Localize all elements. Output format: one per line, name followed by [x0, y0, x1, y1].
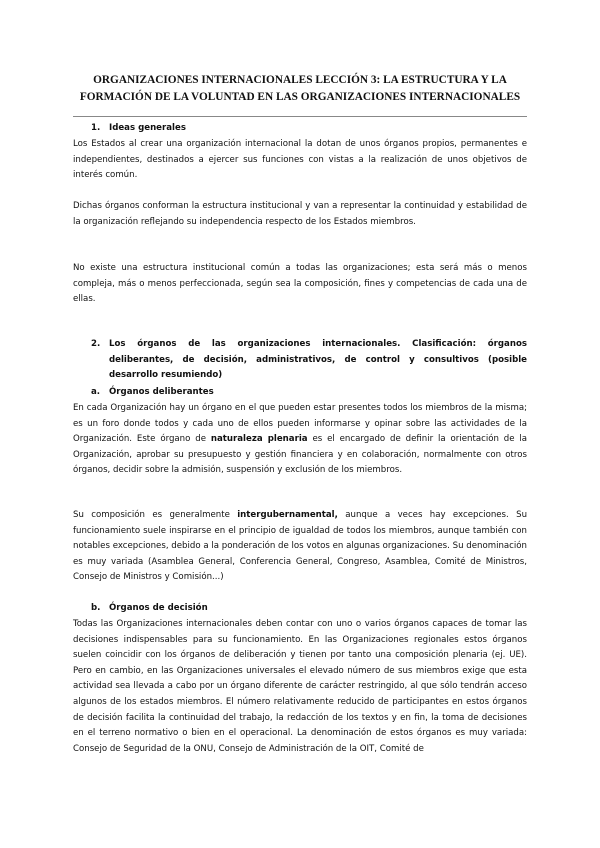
subsection-b-letter: b. — [91, 603, 101, 613]
subsection-a-paragraph-2 — [73, 508, 527, 586]
page-title: ORGANIZACIONES INTERNACIONALES LECCIÓN 3: LA ESTRUCTURA Y LA FORMACIÓN DE LA VOLUNTAD EN LAS ORGANIZACIONES INTERNACIONALES — [79, 74, 521, 103]
bold-term-intergubernamental: intergubernamental, — [237, 510, 338, 520]
subsection-b-title: Órganos de decisión — [109, 603, 208, 613]
subsection-a-title: Órganos deliberantes — [109, 387, 214, 397]
subsection-b-heading — [73, 601, 527, 617]
bold-term-naturaleza-plenaria: naturaleza plenaria — [210, 434, 308, 445]
section-1-paragraph-2: Dichas órganos conforman la estructura institucional y van a representar la continuidad y estabilidad de la organización reflejando su independencia respecto de los Estados miembros. — [73, 201, 527, 227]
text-run: es el encargado de definir la orientación de la Organización, aprobar su presupuesto y gestión financiera y en colaboración, normalmente con otros órganos, decidir sobre la admisión, suspensión y exclusión de los miembros. — [73, 434, 528, 476]
text-run: En cada Organización hay un órgano en el que pueden estar presentes todos los miembros de la misma; es un foro donde todos y cada uno de ellos pueden informarse y opinar sobre las actividades de la Organización. Este órgano de — [73, 403, 527, 445]
section-1-heading — [73, 121, 527, 137]
section-1-paragraph-3: No existe una estructura institucional común a todas las organizaciones; esta será más o menos compleja, más o menos perfeccionada, según sea la composición, fines y competencias de cada una de ellas. — [73, 263, 527, 305]
section-2-number: 2. — [91, 339, 101, 349]
subsection-a-paragraph-1 — [73, 401, 527, 479]
text-run: Su composición es generalmente — [73, 510, 230, 520]
subsection-b-paragraph-1: Todas las Organizaciones internacionales deben contar con uno o varios órganos capaces de tomar las decisiones indispensables para su funcionamiento. En las Organizaciones regionales estos órganos suelen coincidir con los órganos de deliberación y tienen por tanto una composición plenaria (ej. UE). Pero en cambio, en las Organizaciones universales el elevado número de sus miembros exige que esta actividad sea llevada a cabo por un órgano diferente de carácter restringido, al que sólo tendrán acceso algunos de los estados miembros. El número relativamente reducido de participantes en estos órganos de decisión facilita la continuidad del trabajo, la redacción de los textos y en fin, la toma de decisiones en el terreno normativo o bien en el operacional. La denominación de estos órganos es muy variada: Consejo de Seguridad de la ONU, Consejo de Administración de la OIT, Comité de — [73, 619, 527, 754]
section-1-title: Ideas generales — [109, 123, 186, 133]
subsection-a-letter: a. — [91, 387, 101, 397]
subsection-a-heading — [73, 385, 527, 401]
section-2-title: Los órganos de las organizaciones internacionales. Clasificación: órganos deliberantes, de decisión, administrativos, de control y consultivos (posible desarrollo resumiendo) — [109, 339, 527, 381]
section-1-number: 1. — [91, 123, 101, 133]
section-1-paragraph-1: Los Estados al crear una organización internacional la dotan de unos órganos propios, permanentes e independientes, destinados a ejercer sus funciones con vistas a la realización de unos objetivos de interés común. — [73, 139, 527, 181]
section-2-heading — [73, 337, 527, 384]
title-divider — [73, 116, 527, 117]
text-run: aunque a veces hay excepciones. Su funcionamiento suele inspirarse en el principio de igualdad de todos los miembros, aunque también con notables excepciones, debido a la ponderación de los votos en algunas organizaciones. Su denominación es muy variada (Asamblea General, Conferencia General, Congreso, Asamblea, Comité de Ministros, Consejo de Ministros y Comisión...) — [73, 510, 528, 583]
